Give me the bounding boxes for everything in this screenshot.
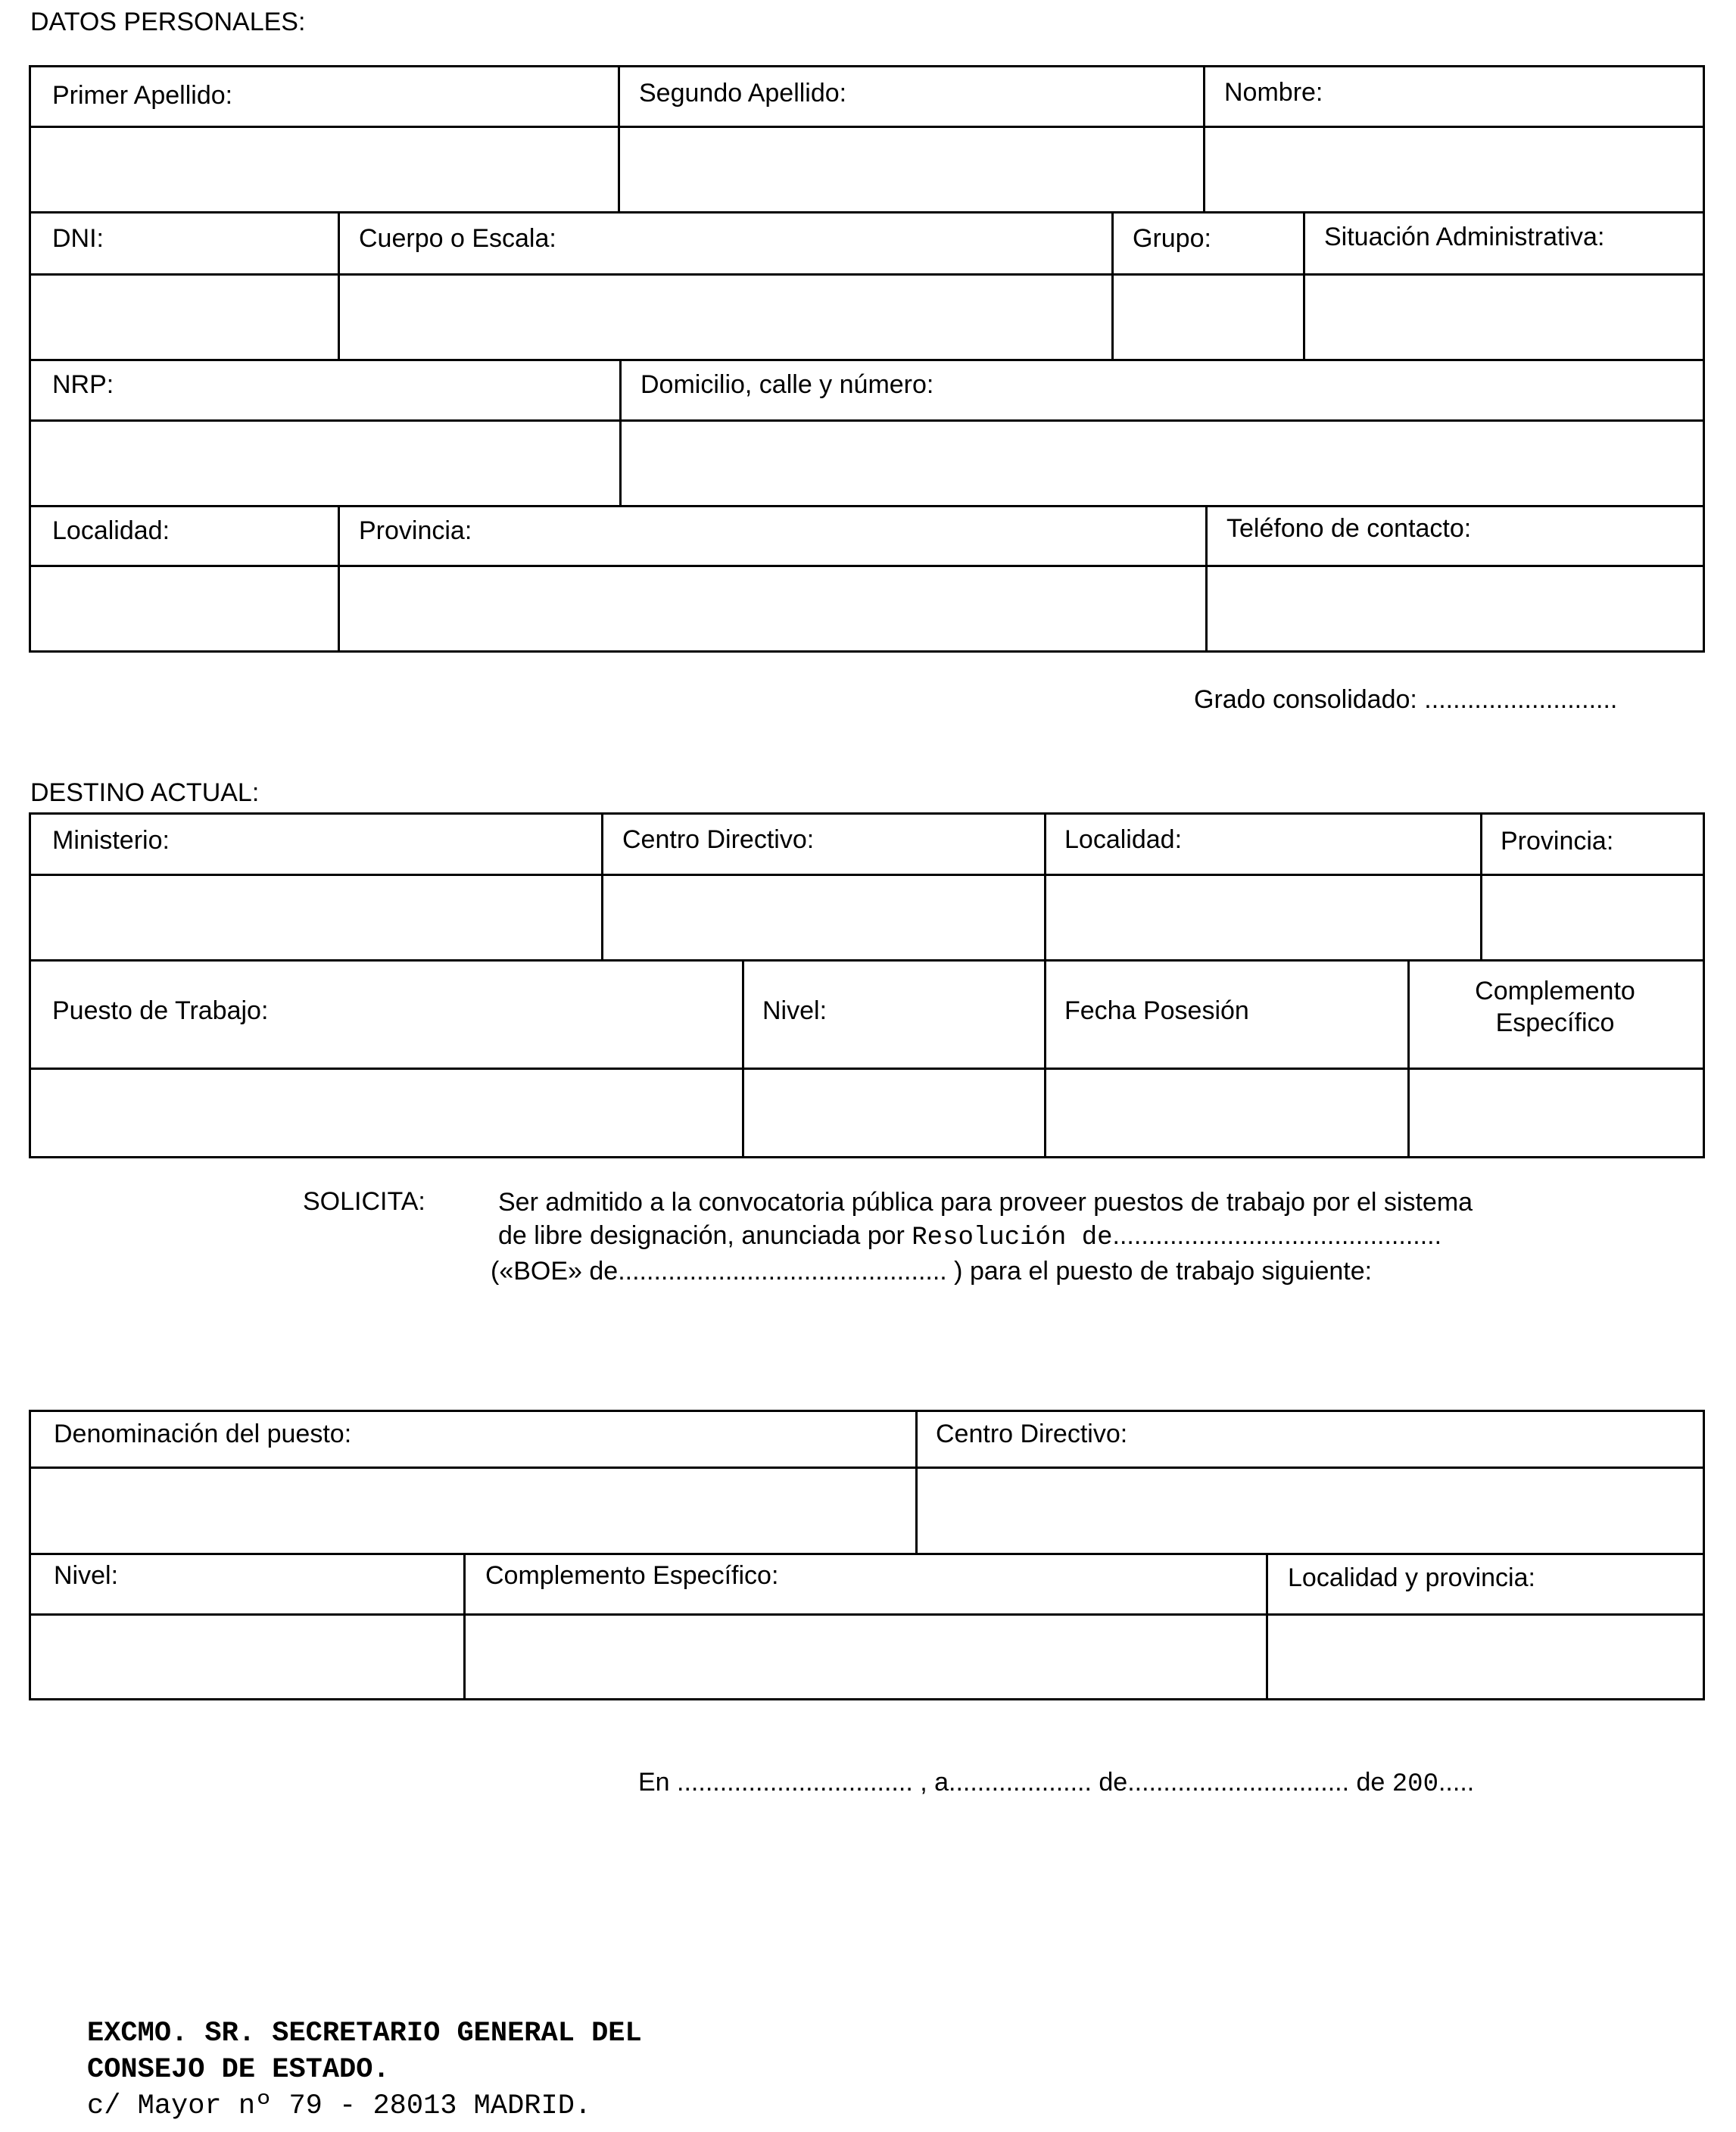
grado-consolidado: Grado consolidado: ...........................	[1194, 685, 1618, 714]
destino-provincia-label: Provincia:	[1501, 827, 1614, 856]
recipient-address: c/ Mayor nº 79 - 28013 MADRID.	[87, 2090, 592, 2122]
solicita-line-3: («BOE» de.............................................. ) para el puesto de trabajo siguiente:	[491, 1257, 1373, 1286]
personal-heading: DATOS PERSONALES:	[30, 8, 306, 36]
solicita-text	[491, 1186, 1710, 1288]
primer-apellido-label: Primer Apellido:	[52, 81, 233, 110]
solicita-line-2-text: de libre designación, anunciada por	[498, 1221, 912, 1250]
recipient-line-1: EXCMO. SR. SECRETARIO GENERAL DEL	[87, 2018, 642, 2049]
grupo-label: Grupo:	[1133, 224, 1211, 253]
destino-localidad-label: Localidad:	[1064, 825, 1183, 854]
domicilio-label: Domicilio, calle y número:	[640, 370, 934, 399]
destino-heading: DESTINO ACTUAL:	[30, 778, 260, 807]
centro-directivo-label: Centro Directivo:	[622, 825, 815, 854]
puesto-trabajo-label: Puesto de Trabajo:	[52, 996, 269, 1025]
year-dots: .....	[1438, 1768, 1475, 1797]
puesto-solicitado-table	[29, 1410, 1705, 1700]
year-prefix: 200	[1392, 1770, 1438, 1799]
fecha-posesion-label: Fecha Posesión	[1064, 996, 1249, 1025]
localidad-provincia-label: Localidad y provincia:	[1288, 1563, 1535, 1592]
nivel-label: Nivel:	[762, 996, 827, 1025]
resolucion-text: Resolución de	[912, 1223, 1113, 1252]
segundo-apellido-label: Segundo Apellido:	[639, 79, 847, 108]
ministerio-label: Ministerio:	[52, 826, 170, 855]
destino-actual-table	[29, 812, 1705, 1158]
complemento-especifico-label: Complemento Específico	[1475, 977, 1635, 1037]
situacion-label: Situación Administrativa:	[1324, 223, 1605, 251]
localidad-label: Localidad:	[52, 516, 170, 545]
solicita-line-2	[498, 1219, 1710, 1255]
denominacion-label: Denominación del puesto:	[54, 1420, 352, 1448]
provincia-label: Provincia:	[359, 516, 472, 545]
puesto-nivel-label: Nivel:	[54, 1561, 119, 1590]
dni-label: DNI:	[52, 224, 104, 253]
puesto-centro-label: Centro Directivo:	[936, 1420, 1128, 1448]
date-line-text: En ................................. , a.................... de............................... de	[638, 1768, 1385, 1797]
personal-data-table	[29, 65, 1705, 653]
nrp-label: NRP:	[52, 370, 114, 399]
solicita-label: SOLICITA:	[303, 1187, 425, 1216]
nombre-label: Nombre:	[1224, 78, 1323, 107]
cuerpo-escala-label: Cuerpo o Escala:	[359, 224, 556, 253]
recipient-line-2: CONSEJO DE ESTADO.	[87, 2054, 390, 2086]
resolucion-dots: ..............................................	[1112, 1221, 1442, 1250]
solicita-line-1: Ser admitido a la convocatoria pública para proveer puestos de trabajo por el sistema	[498, 1188, 1473, 1217]
date-line	[638, 1768, 1474, 1799]
puesto-complemento-label: Complemento Específico:	[485, 1561, 779, 1590]
telefono-label: Teléfono de contacto:	[1226, 514, 1472, 543]
recipient-block	[87, 2015, 642, 2124]
